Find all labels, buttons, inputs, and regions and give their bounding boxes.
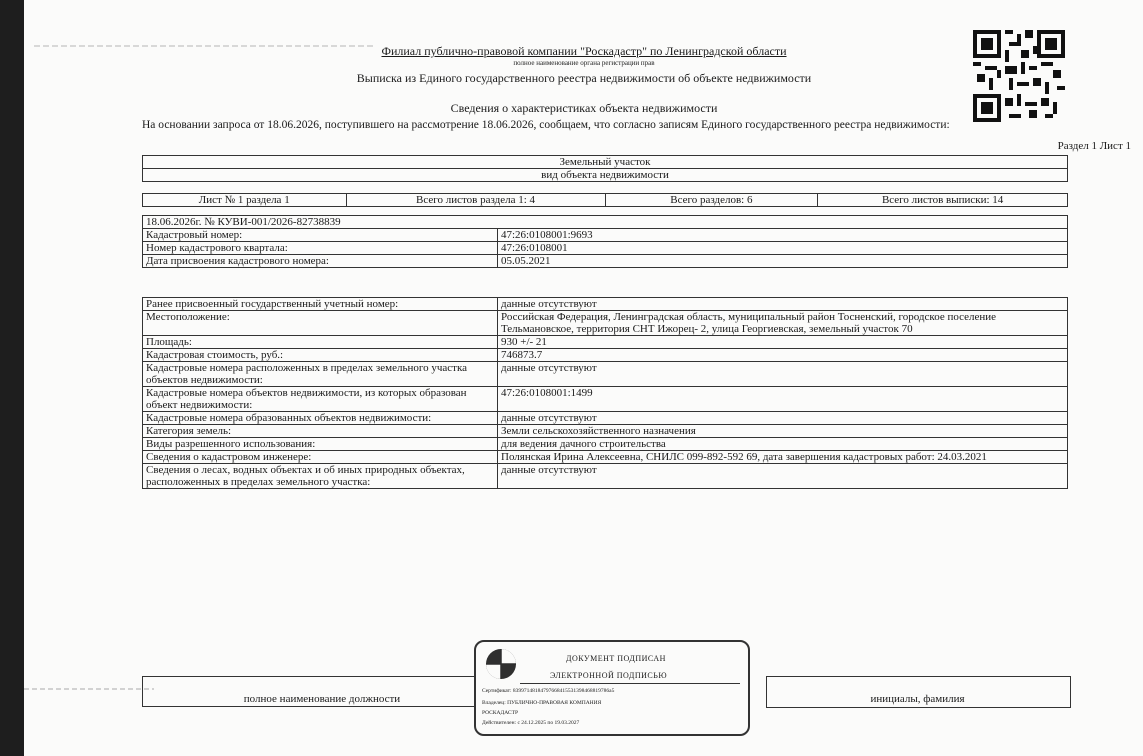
table-row	[143, 362, 1068, 387]
details-table	[142, 297, 1068, 489]
qr-code-icon	[973, 30, 1065, 122]
stamp-validity: Действителен: с 24.12.2025 по 19.03.2027	[482, 720, 580, 726]
row-label: Сведения о кадастровом инженере:	[143, 451, 498, 464]
sheets-total: Всего листов выписки: 14	[818, 194, 1068, 207]
row-value: 47:26:0108001	[498, 242, 1068, 255]
row-label: Местоположение:	[143, 311, 498, 336]
row-value: 05.05.2021	[498, 255, 1068, 268]
row-label: Виды разрешенного использования:	[143, 438, 498, 451]
table-row	[143, 242, 1068, 255]
row-label: Кадастровые номера объектов недвижимости, из которых образован объект недвижимости:	[143, 387, 498, 412]
table-row	[143, 412, 1068, 425]
row-value: данные отсутствуют	[498, 464, 1068, 489]
stamp-certificate: Сертификат: 83997148184797668415531398468819786a5	[482, 688, 615, 694]
request-number: 18.06.2026г. № КУВИ-001/2026-82738839	[143, 216, 1068, 229]
row-label: Кадастровый номер:	[143, 229, 498, 242]
row-value: данные отсутствуют	[498, 298, 1068, 311]
table-row	[143, 438, 1068, 451]
sheets-table	[142, 193, 1068, 207]
stamp-subheading: ЭЛЕКТРОННОЙ ПОДПИСЬЮ	[550, 671, 668, 680]
row-label: Ранее присвоенный государственный учетный номер:	[143, 298, 498, 311]
row-value: Российская Федерация, Ленинградская область, муниципальный район Тосненский, городское поселение Тельмановское, территория СНТ Ижорец- 2, улица Георгиевская, земельный участок 70	[498, 311, 1068, 336]
position-label: полное наименование должности	[243, 693, 401, 705]
basis-text: На основании запроса от 18.06.2026, поступившего на рассмотрение 18.06.2026, сообщаем, что согласно записям Единого государственного реестра недвижимости:	[142, 119, 950, 131]
table-row	[143, 464, 1068, 489]
table-row	[143, 229, 1068, 242]
extract-title: Выписка из Единого государственного реестра недвижимости об объекте недвижимости	[356, 71, 812, 85]
object-type-caption: вид объекта недвижимости	[143, 169, 1068, 182]
document-page	[24, 0, 1143, 756]
stamp-owner: Владелец: ПУБЛИЧНО-ПРАВОВАЯ КОМПАНИЯ	[482, 700, 602, 706]
signature-line	[142, 676, 502, 677]
row-label: Номер кадастрового квартала:	[143, 242, 498, 255]
stamp-heading: ДОКУМЕНТ ПОДПИСАН	[566, 654, 666, 663]
row-value: данные отсутствуют	[498, 412, 1068, 425]
row-label: Сведения о лесах, водных объектах и об иных природных объектах, расположенных в пределах земельного участка:	[143, 464, 498, 489]
row-value: данные отсутствуют	[498, 362, 1068, 387]
main-info-table	[142, 215, 1068, 268]
table-row	[143, 255, 1068, 268]
info-title: Сведения о характеристиках объекта недвижимости	[450, 101, 718, 115]
table-row	[143, 349, 1068, 362]
sections-total: Всего разделов: 6	[605, 194, 818, 207]
stamp-divider	[520, 683, 740, 684]
object-type: Земельный участок	[143, 156, 1068, 169]
scan-artifact	[24, 688, 154, 690]
table-row	[143, 425, 1068, 438]
table-row	[143, 298, 1068, 311]
branch-title: Филиал публично-правовой компании "Роскадастр" по Ленинградской области	[381, 44, 787, 58]
row-value: 47:26:0108001:1499	[498, 387, 1068, 412]
row-value: для ведения дачного строительства	[498, 438, 1068, 451]
table-row	[143, 336, 1068, 349]
table-row	[143, 451, 1068, 464]
row-value: 47:26:0108001:9693	[498, 229, 1068, 242]
row-value: Полянская Ирина Алексеевна, СНИЛС 099-892-592 69, дата завершения кадастровых работ: 24.03.2021	[498, 451, 1068, 464]
table-row	[143, 387, 1068, 412]
row-label: Категория земель:	[143, 425, 498, 438]
row-label: Площадь:	[143, 336, 498, 349]
roskadastr-logo-icon	[484, 647, 518, 681]
sheet-number: Лист № 1 раздела 1	[143, 194, 347, 207]
initials-label: инициалы, фамилия	[870, 693, 965, 705]
sheets-in-section: Всего листов раздела 1: 4	[346, 194, 605, 207]
stamp-owner-name: РОСКАДАСТР	[482, 710, 519, 716]
row-label: Кадастровая стоимость, руб.:	[143, 349, 498, 362]
table-row	[143, 311, 1068, 336]
row-label: Кадастровые номера расположенных в пределах земельного участка объектов недвижимости:	[143, 362, 498, 387]
section-sheet-label: Раздел 1 Лист 1	[1057, 140, 1131, 152]
row-label: Дата присвоения кадастрового номера:	[143, 255, 498, 268]
electronic-signature-stamp	[474, 640, 750, 736]
scan-artifact	[34, 45, 374, 47]
row-label: Кадастровые номера образованных объектов недвижимости:	[143, 412, 498, 425]
viewer-left-strip	[0, 0, 24, 756]
branch-subtitle: полное наименование органа регистрации прав	[513, 59, 655, 67]
row-value: 930 +/- 21	[498, 336, 1068, 349]
row-value: 746873.7	[498, 349, 1068, 362]
object-type-table	[142, 155, 1068, 182]
row-value: Земли сельскохозяйственного назначения	[498, 425, 1068, 438]
